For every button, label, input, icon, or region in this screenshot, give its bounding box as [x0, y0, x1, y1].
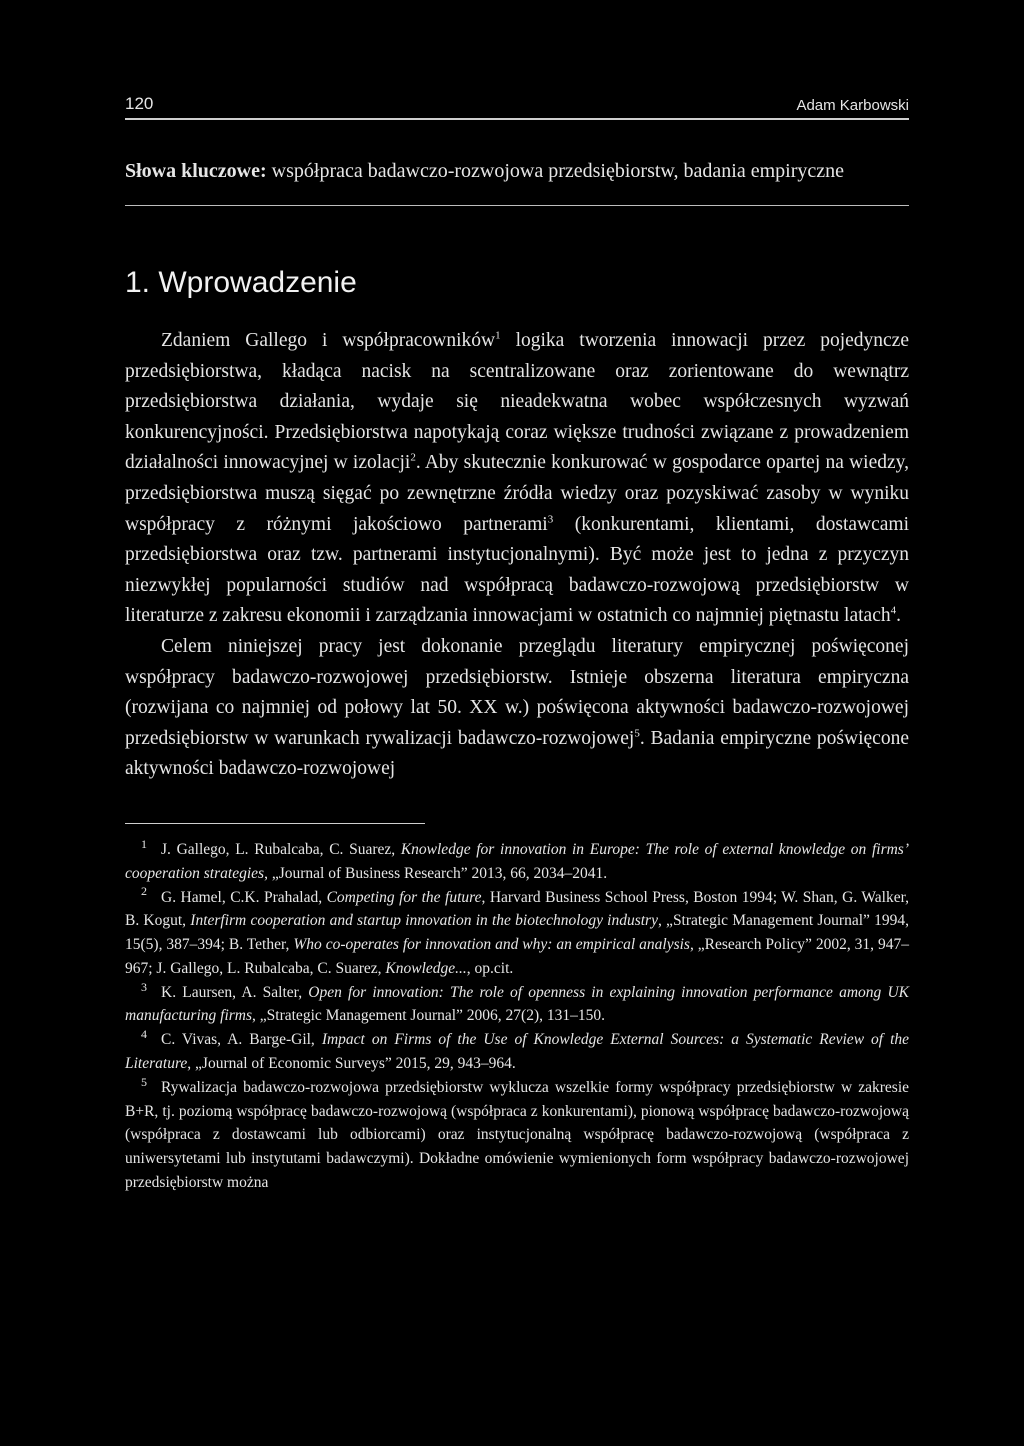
text-run: , „Journal of Economic Surveys” 2015, 29, 943–964.: [187, 1055, 516, 1073]
footnote: 5 Rywalizacja badawczo-rozwojowa przedsiębiorstw wyklucza wszelkie formy współpracy przedsiębiorstw w zakresie B+R, tj. poziomą współpracę badawczo-rozwojową (współpraca z konkurentami), pionową współpracę badawczo-rozwojową (współpraca z dostawcami lub odbiorcami) oraz instytucjonalną współpracę badawczo-rozwojową (współpraca z uniwersytetami lub instytutami badawczymi). Dokładne omówienie wymienionych form współpracy badawczo-rozwojowej przedsiębiorstw można: [125, 1074, 909, 1192]
text-run: , „Strategic Management Journal” 1994, 15(5), 387–394; B. Tether,: [125, 912, 909, 954]
text-run: , op.cit.: [466, 959, 514, 977]
italic-title: Impact on Firms of the Use of Knowledge External Sources: a Systematic Review of the Literature: [125, 1031, 910, 1073]
text-run: Zdaniem Gallego i współpracowników: [161, 330, 496, 351]
text-run: (konkurentami, klientami, dostawcami przedsiębiorstwa oraz tzw. partnerami instytucjonalnymi). Być może jest to jedna z przyczyn niezwykłej popularności studiów nad współpracą badawczo-rozwojową przedsiębiorstw w literaturze z zakresu ekonomii i zarządzania innowacjami w ostatnich co najmniej piętnastu latach: [125, 513, 909, 627]
body-text: [125, 326, 909, 785]
text-run: Celem niniejszej pracy jest dokonanie przeglądu literatury empirycznej poświęconej współpracy badawczo-rozwojowej przedsiębiorstw. Istnieje obszerna literatura empiryczna (rozwijana co najmniej od połowy lat 50. XX w.) poświęcona aktywności badawczo-rozwojowej przedsiębiorstw w warunkach rywalizacji badawczo-rozwojowej: [125, 635, 909, 749]
text-run: Rywalizacja badawczo-rozwojowa przedsiębiorstw wyklucza wszelkie formy współpracy przedsiębiorstw w zakresie B+R, tj. poziomą współpracę badawczo-rozwojową (współpraca z konkurentami), pionową współpracę badawczo-rozwojową (współpraca z dostawcami lub odbiorcami) oraz instytucjonalną współpracę badawczo-rozwojową (współpraca z uniwersytetami lub instytutami badawczymi). Dokładne omówienie wymienionych form współpracy badawczo-rozwojowej przedsiębiorstw można: [125, 1078, 909, 1192]
italic-title: Knowledge for innovation in Europe: The role of external knowledge on firms’ cooperation strategies: [125, 840, 910, 882]
text-run: .: [896, 605, 901, 627]
italic-title: Knowledge...: [385, 959, 467, 977]
footnotes: [125, 838, 909, 1195]
text-run: . Badania empiryczne poświęcone aktywności badawczo-rozwojowej: [125, 727, 909, 780]
section-title: 1. Wprowadzenie: [125, 266, 357, 299]
italic-title: Who co-operates for innovation and why: an empirical analysis: [293, 936, 690, 954]
page: [125, 94, 909, 1195]
page-number: 120: [125, 94, 154, 113]
italic-title: Open for innovation: The role of openness in explaining innovation performance among UK manufacturing firms: [125, 983, 909, 1025]
italic-title: Competing for the future: [326, 888, 482, 906]
text-run: K. Laursen, A. Salter,: [161, 983, 309, 1001]
footnote-ref[interactable]: 5: [634, 727, 640, 740]
text-run: , „Journal of Business Research” 2013, 66, 2034–2041.: [264, 864, 608, 882]
italic-title: Interfirm cooperation and startup innovation in the biotechnology industry: [190, 912, 658, 930]
footnote-ref[interactable]: 3: [547, 513, 554, 526]
keywords-text: współpraca badawczo-rozwojowa przedsiębiorstw, badania empiryczne: [271, 160, 845, 182]
footnote-separator: [125, 823, 425, 824]
running-header: [125, 94, 909, 120]
footnote: 4 C. Vivas, A. Barge-Gil, Impact on Firms of the Use of Knowledge External Sources: a Systematic Review of the Literature, „Journal of Economic Surveys” 2015, 29, 943–964.: [125, 1027, 910, 1073]
footnote: 3 K. Laursen, A. Salter, Open for innovation: The role of openness in explaining innovation performance among UK manufacturing firms, „Strategic Management Journal” 2006, 27(2), 131–150.: [125, 979, 909, 1025]
text-run: G. Hamel, C.K. Prahalad,: [161, 888, 327, 906]
text-run: logika tworzenia innowacji przez pojedyncze przedsiębiorstwa, kładąca nacisk na scentralizowane oraz zorientowane do wewnątrz przedsiębiorstwa działania, wydaje się nieadekwatna wobec współczesnych wyzwań konkurencyjności. Przedsiębiorstwa napotykają coraz większe trudności związane z prowadzeniem działalności innowacyjnej w izolacji: [125, 330, 909, 474]
paragraph: [125, 632, 909, 785]
text-run: C. Vivas, A. Barge-Gil,: [161, 1031, 322, 1049]
text-run: , Harvard Business School Press, Boston 1994; W. Shan, G. Walker, B. Kogut,: [125, 888, 910, 930]
paragraph: [125, 326, 909, 632]
text-run: . Aby skutecznie konkurować w gospodarce opartej na wiedzy, przedsiębiorstwa muszą sięgać po zewnętrzne źródła wiedzy oraz pozyskiwać zasoby w wyniku współpracy z różnymi jakościowo partnerami: [125, 452, 910, 535]
footnote: 1 J. Gallego, L. Rubalcaba, C. Suarez, Knowledge for innovation in Europe: The role of external knowledge on firms’ cooperation strategies, „Journal of Business Research” 2013, 66, 2034–2041.: [125, 836, 910, 882]
footnote-ref[interactable]: 1: [495, 329, 501, 342]
text-run: , „Research Policy” 2002, 31, 947–967; J. Gallego, L. Rubalcaba, C. Suarez,: [125, 936, 909, 977]
running-author: Adam Karbowski: [796, 97, 909, 114]
keywords-label: Słowa kluczowe:: [125, 160, 267, 182]
footnote-ref[interactable]: 4: [890, 604, 897, 617]
footnote: 2 G. Hamel, C.K. Prahalad, Competing for the future, Harvard Business School Press, Boston 1994; W. Shan, G. Walker, B. Kogut, Interfirm cooperation and startup innovation in the biotechnology industry, „Strategic Management Journal” 1994, 15(5), 387–394; B. Tether, Who co-operates for innovation and why: an empirical analysis, „Research Policy” 2002, 31, 947–967; J. Gallego, L. Rubalcaba, C. Suarez, Knowledge..., op.cit.: [125, 884, 910, 977]
text-run: , „Strategic Management Journal” 2006, 27(2), 131–150.: [252, 1007, 605, 1025]
keywords: [125, 156, 909, 206]
text-run: J. Gallego, L. Rubalcaba, C. Suarez,: [161, 840, 401, 858]
footnote-ref[interactable]: 2: [410, 451, 416, 464]
